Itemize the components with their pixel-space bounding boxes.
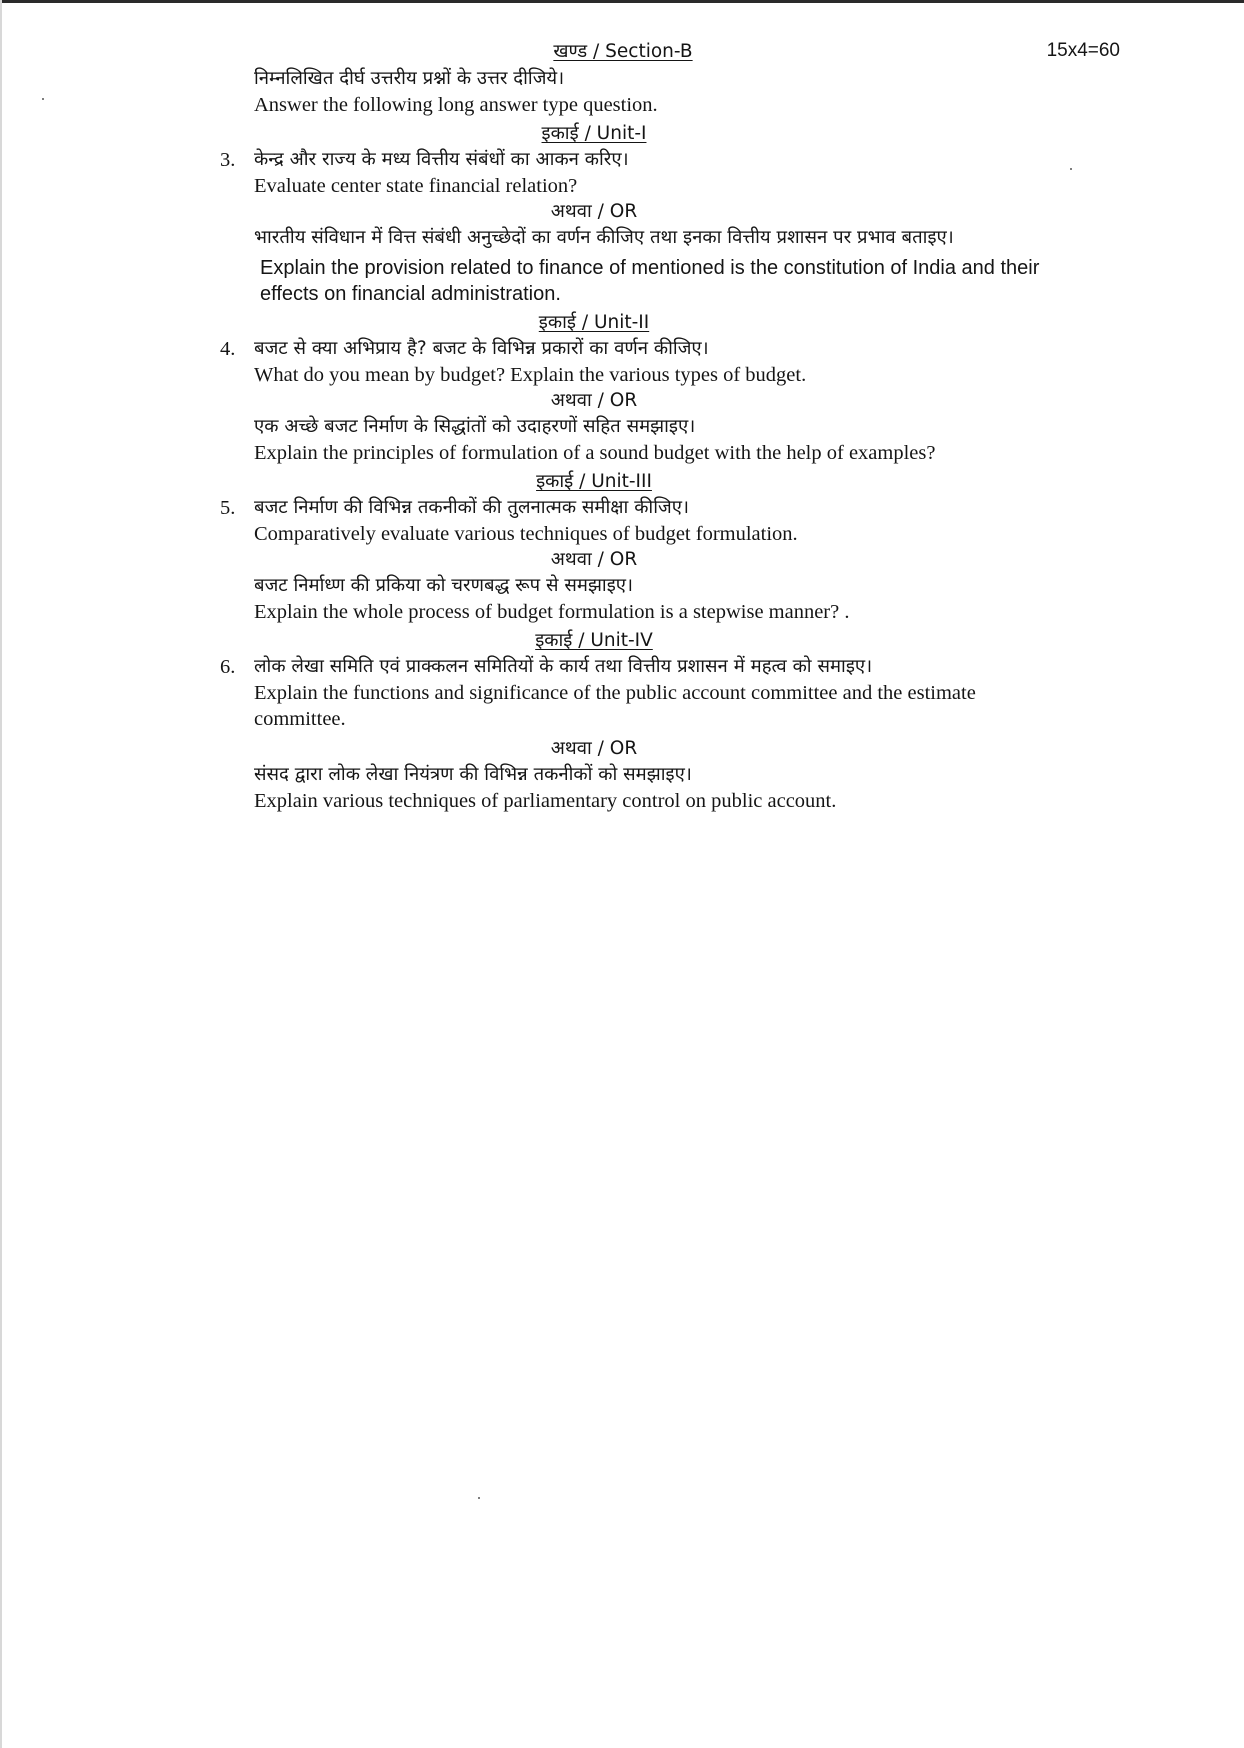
alternative-hindi: एक अच्छे बजट निर्माण के सिद्धांतों को उदाहरणों सहित समझाइए। — [254, 416, 696, 437]
instruction-english: Answer the following long answer type question. — [254, 94, 658, 116]
alternative-english: Explain the principles of formulation of a sound budget with the help of examples? — [254, 442, 936, 464]
question-3 — [220, 147, 1114, 199]
alternative-hindi: बजट निर्माध्ण की प्रकिया को चरणबद्ध रूप से समझाइए। — [254, 575, 634, 596]
scan-left-edge — [0, 0, 2, 1748]
or-divider: अथवा / OR — [550, 738, 638, 759]
alternative-english: Explain the provision related to finance of mentioned is the constitution of India and their effects on financial administration. — [260, 257, 1040, 305]
question-body — [220, 66, 1114, 814]
marks-allocation: 15x4=60 — [1046, 40, 1120, 61]
alternative-hindi: संसद द्वारा लोक लेखा नियंत्रण की विभिन्न तकनीकों को समझाइए। — [254, 764, 692, 785]
question-hindi: बजट से क्या अभिप्राय है? बजट के विभिन्न प्रकारों का वर्णन कीजिए। — [254, 338, 709, 359]
scan-speck — [1070, 168, 1072, 170]
question-4 — [220, 336, 1114, 388]
question-number: 4. — [220, 338, 236, 360]
unit-heading: इकाई / Unit-I — [541, 123, 647, 144]
instruction-hindi: निम्नलिखित दीर्घ उत्तरीय प्रश्नों के उत्तर दीजिये। — [254, 68, 565, 89]
question-english: Comparatively evaluate various techniques of budget formulation. — [254, 523, 798, 545]
scan-top-edge — [0, 0, 1244, 3]
or-divider: अथवा / OR — [550, 390, 638, 411]
question-hindi: लोक लेखा समिति एवं प्राक्कलन समितियों के कार्य तथा वित्तीय प्रशासन में महत्व को समाइए। — [254, 656, 873, 677]
section-title-text: खण्ड / Section-B — [553, 41, 693, 62]
question-english: Explain the functions and significance of the public account committee and the estimate committee. — [254, 682, 976, 730]
question-english: Evaluate center state financial relation? — [254, 175, 578, 197]
alternative-english: Explain various techniques of parliamentary control on public account. — [254, 790, 837, 812]
question-english: What do you mean by budget? Explain the various types of budget. — [254, 364, 807, 386]
or-divider: अथवा / OR — [550, 549, 638, 570]
scan-speck — [42, 98, 44, 100]
question-hindi: बजट निर्माण की विभिन्न तकनीकों की तुलनात्मक समीक्षा कीजिए। — [254, 497, 689, 518]
question-number: 3. — [220, 149, 236, 171]
question-hindi: केन्द्र और राज्य के मध्य वित्तीय संबंधों का आकन करिए। — [254, 149, 629, 170]
question-number: 6. — [220, 656, 236, 678]
unit-heading: इकाई / Unit-IV — [535, 630, 653, 651]
unit-heading: इकाई / Unit-II — [538, 312, 650, 333]
alternative-english: Explain the whole process of budget formulation is a stepwise manner? . — [254, 601, 850, 623]
question-5 — [220, 495, 1114, 547]
unit-heading: इकाई / Unit-III — [536, 471, 652, 492]
question-number: 5. — [220, 497, 236, 519]
or-divider: अथवा / OR — [550, 201, 638, 222]
scan-speck — [478, 1497, 480, 1499]
question-6 — [220, 654, 1114, 732]
alternative-hindi: भारतीय संविधान में वित्त संबंधी अनुच्छेदों का वर्णन कीजिए तथा इनका वित्तीय प्रशासन पर प्रभाव बताइए। — [254, 227, 954, 248]
